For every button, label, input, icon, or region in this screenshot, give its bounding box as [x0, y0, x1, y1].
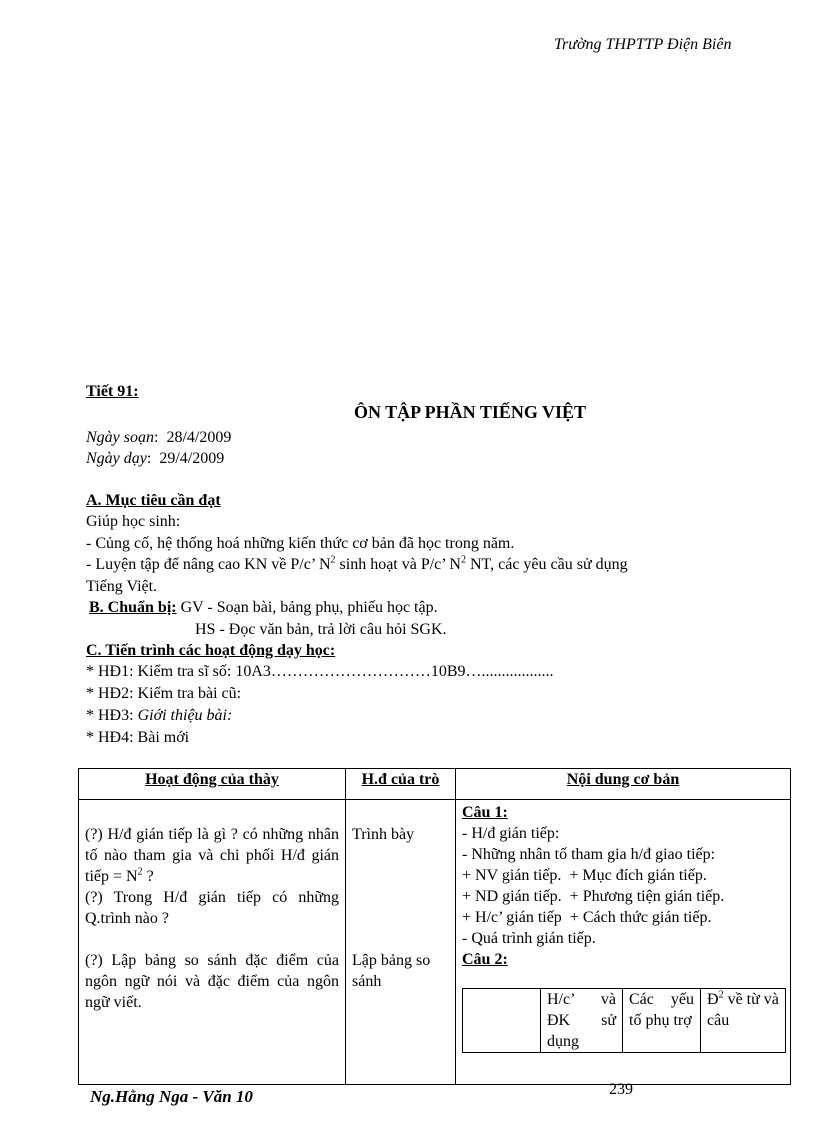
- header-teacher: Hoạt động của thày: [79, 769, 346, 800]
- page-number: 239: [609, 1081, 633, 1098]
- header-content: Nội dung cơ bản: [456, 769, 791, 800]
- school-name: Trường THPTTP Điện Biên: [554, 36, 732, 53]
- footer-author: Ng.Hằng Nga - Văn 10: [90, 1087, 253, 1106]
- table-header-row: [79, 769, 791, 800]
- section-a-intro: Giúp học sinh:: [86, 513, 181, 530]
- section-c-heading: C. Tiến trình các hoạt động dạy học:: [86, 642, 336, 659]
- comparison-empty-cell: [463, 989, 541, 1053]
- content-cell: [456, 800, 791, 1085]
- hd3: * HĐ3: Giới thiệu bài:: [86, 707, 233, 724]
- content-cau1: Câu 1:: [462, 804, 508, 821]
- section-b-line: [89, 598, 438, 618]
- lesson-title: ÔN TẬP PHẦN TIẾNG VIỆT: [354, 402, 587, 422]
- student-cell: [346, 800, 456, 1085]
- section-a-item2: - Luyện tập để nâng cao KN về P/c’ $N^2$ sinh hoạt và P/c’ $N^2$ NT, các yêu cầu sử dụng: [86, 554, 628, 573]
- comparison-header-3: $Đ^2$ về từ và câu: [701, 989, 786, 1053]
- content-l6: - Quá trình gián tiếp.: [462, 930, 596, 947]
- lesson-period: Tiết 91:: [86, 383, 139, 400]
- header-student: H.đ của trò: [346, 769, 456, 800]
- teacher-q3: (?) Lập bảng so sánh đặc điểm của ngôn ngữ nói và đặc điểm của ngôn ngữ viết.: [85, 952, 339, 1011]
- comparison-table: [462, 988, 786, 1053]
- content-cau2: Câu 2:: [462, 951, 508, 968]
- hd2: * HĐ2: Kiểm tra bài cũ:: [86, 685, 242, 702]
- content-l4: + ND gián tiếp. + Phương tiện gián tiếp.: [462, 888, 725, 905]
- content-l5: + H/c’ gián tiếp + Cách thức gián tiếp.: [462, 909, 712, 926]
- section-a-item1: - Củng cố, hệ thống hoá những kiến thức cơ bản đã học trong năm.: [86, 535, 515, 552]
- teacher-q2: (?) Trong H/đ gián tiếp có những Q.trình nào ?: [85, 889, 339, 927]
- content-l2: - Những nhân tố tham gia h/đ giao tiếp:: [462, 846, 716, 863]
- hd3-value: Giới thiệu bài:: [137, 707, 233, 724]
- teacher-q1: (?) H/đ gián tiếp là gì ? có những nhân tố nào tham gia và chi phối H/đ gián tiếp = $N^2$ ?: [85, 826, 339, 885]
- comparison-header-2: Các yếu tố phụ trợ: [623, 989, 701, 1053]
- hd4: * HĐ4: Bài mới: [86, 729, 190, 746]
- section-b-gv: GV - Soạn bài, bảng phụ, phiếu học tập.: [180, 599, 438, 616]
- section-b-heading: B. Chuẩn bị:: [89, 599, 177, 616]
- lesson-table: [78, 768, 791, 1085]
- hd1: * HĐ1: Kiểm tra sĩ số: 10A3…………………………10B9…..................: [86, 663, 554, 680]
- teach-date: 29/4/2009: [159, 450, 225, 467]
- section-b-hs: HS - Đọc văn bản, trả lời câu hỏi SGK.: [195, 621, 447, 638]
- comparison-header-row: [463, 989, 786, 1053]
- content-l3: + NV gián tiếp. + Mục đích gián tiếp.: [462, 867, 707, 884]
- content-l1: - H/đ gián tiếp:: [462, 825, 560, 842]
- section-a-heading: A. Mục tiêu cần đạt: [86, 492, 221, 509]
- prep-date: 28/4/2009: [166, 429, 232, 446]
- comparison-header-1: H/c’ và ĐK sử dụng: [541, 989, 623, 1053]
- teach-date-line: Ngày dạy: 29/4/2009: [86, 450, 225, 467]
- section-a-item2-cont: Tiếng Việt.: [86, 578, 158, 595]
- teach-date-label: Ngày dạy: [86, 450, 147, 467]
- prep-date-label: Ngày soạn: [86, 429, 154, 446]
- teacher-cell: [79, 800, 346, 1085]
- student-a1: Trình bày: [352, 826, 415, 843]
- table-row: [79, 800, 791, 1085]
- prep-date-line: Ngày soạn: 28/4/2009: [86, 429, 232, 446]
- student-a2: Lập bảng so sánh: [352, 952, 431, 990]
